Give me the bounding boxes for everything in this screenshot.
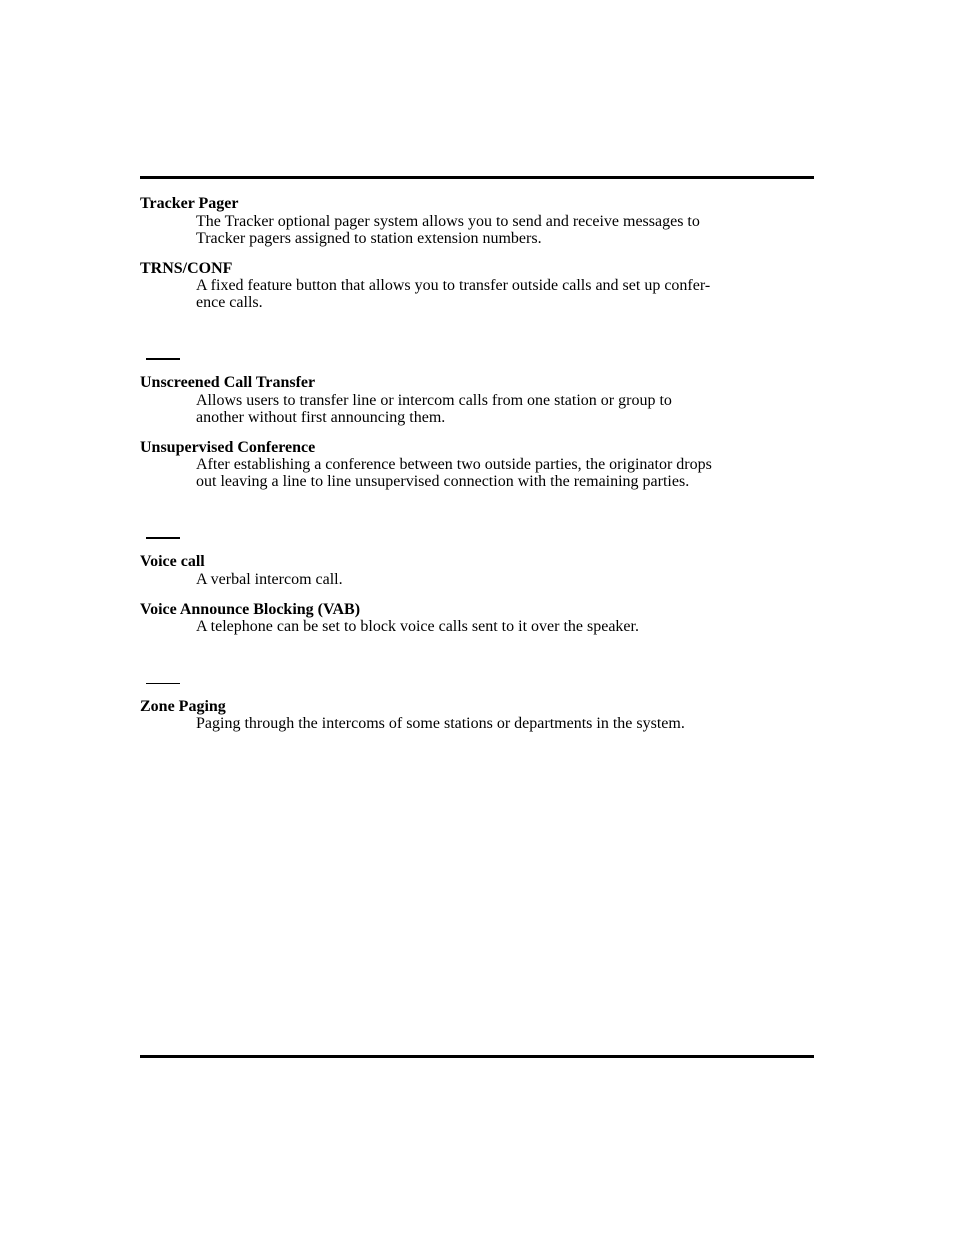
glossary-term-unsupervised-conference: Unsupervised Conference [140, 439, 316, 456]
glossary-term-unscreened-call-transfer: Unscreened Call Transfer [140, 374, 316, 391]
glossary-definition-tracker-pager [196, 213, 756, 247]
footer-rule [140, 1055, 814, 1058]
glossary-definition-trns-conf [196, 277, 756, 311]
section-divider-u [146, 358, 180, 360]
definition-line: Paging through the intercoms of some stations or departments in the system. [196, 715, 685, 732]
glossary-definition-unscreened-call-transfer [196, 392, 756, 426]
definition-line: A fixed feature button that allows you to transfer outside calls and set up confer- [196, 277, 711, 294]
section-divider-z [146, 683, 180, 684]
definition-line: After establishing a conference between two outside parties, the originator drops [196, 456, 712, 473]
definition-line: The Tracker optional pager system allows you to send and receive messages to [196, 213, 700, 230]
glossary-term-voice-announce-blocking: Voice Announce Blocking (VAB) [140, 601, 361, 618]
glossary-definition-unsupervised-conference [196, 456, 756, 490]
glossary-definition-voice-call [196, 571, 756, 588]
glossary-definition-voice-announce-blocking [196, 618, 756, 635]
glossary-term-zone-paging: Zone Paging [140, 698, 226, 715]
definition-line: Tracker pagers assigned to station extension numbers. [196, 230, 542, 247]
glossary-term-trns-conf: TRNS/CONF [140, 260, 233, 277]
definition-line: ence calls. [196, 294, 263, 311]
section-divider-v [146, 537, 180, 539]
definition-line: Allows users to transfer line or intercom calls from one station or group to [196, 392, 672, 409]
definition-line: A telephone can be set to block voice calls sent to it over the speaker. [196, 618, 639, 635]
glossary-term-voice-call: Voice call [140, 553, 205, 570]
definition-line: out leaving a line to line unsupervised connection with the remaining parties. [196, 473, 690, 490]
glossary-definition-zone-paging [196, 715, 756, 732]
definition-line: another without first announcing them. [196, 409, 446, 426]
glossary-term-tracker-pager: Tracker Pager [140, 195, 239, 212]
header-rule [140, 176, 814, 179]
definition-line: A verbal intercom call. [196, 571, 343, 588]
